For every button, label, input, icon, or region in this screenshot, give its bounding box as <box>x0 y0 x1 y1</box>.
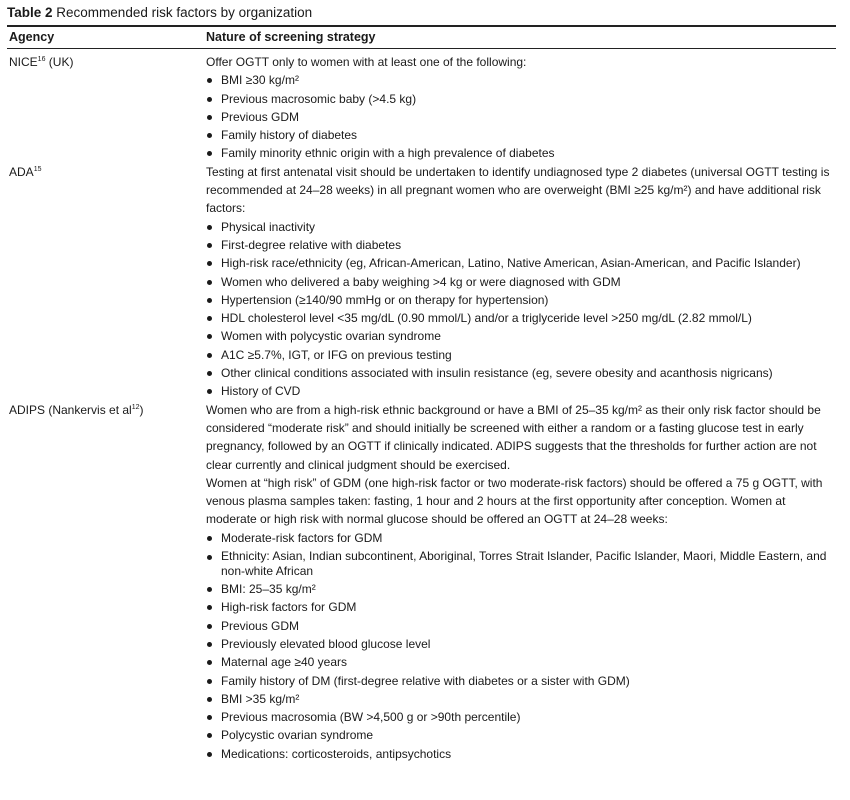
column-header-agency: Agency <box>9 30 55 44</box>
table-number: Table 2 <box>7 5 53 20</box>
screening-strategy-cell <box>206 163 831 401</box>
list-item-text: HDL cholesterol level <35 mg/dL (0.90 mmol/L) and/or a triglyceride level >250 mg/dL (2.82 mmol/L) <box>221 311 752 326</box>
agency-cell <box>9 163 41 181</box>
list-item-text: Previous GDM <box>221 618 300 633</box>
column-header-nature: Nature of screening strategy <box>206 30 376 44</box>
table-row-adips <box>0 401 850 763</box>
list-item <box>206 690 831 708</box>
list-item-text: Maternal age ≥40 years <box>221 655 347 670</box>
list-item-text: Physical inactivity <box>221 219 316 234</box>
strategy-intro: Testing at first antenatal visit should be undertaken to identify undiagnosed type 2 diabetes (universal OGTT testing is recommended at 24–28 weeks) in all pregnant women who are overweight (BMI ≥25 kg/m²) and have additional risk factors: <box>206 164 830 216</box>
list-item <box>206 672 831 690</box>
list-item-text: Medications: corticosteroids, antipsychotics <box>221 746 452 761</box>
table-row-nice <box>0 53 850 163</box>
list-item <box>206 291 831 309</box>
list-item <box>206 126 831 144</box>
bullet-icon <box>207 389 212 394</box>
list-item-text: Women who delivered a baby weighing >4 kg or were diagnosed with GDM <box>221 274 621 289</box>
list-item-text: Family minority ethnic origin with a high prevalence of diabetes <box>221 146 555 161</box>
list-item <box>206 617 831 635</box>
list-item <box>206 236 831 254</box>
list-item <box>206 653 831 671</box>
bullet-icon <box>207 261 212 266</box>
bullet-icon <box>207 733 212 738</box>
strategy-intro-secondary: Women at “high risk” of GDM (one high-risk factor or two moderate-risk factors) should be offered a 75 g OGTT, with venous plasma samples taken: fasting, 1 hour and 2 hours at the first opportunity after conception. Women at moderate or high risk with normal glucose should be offered an OGTT at 24–28 weeks: <box>206 475 823 527</box>
bullet-icon <box>207 353 212 358</box>
list-item-text: Family history of DM (first-degree relative with diabetes or a sister with GDM) <box>221 673 630 688</box>
bullet-icon <box>207 334 212 339</box>
list-item <box>206 745 831 763</box>
screening-strategy-cell <box>206 53 831 163</box>
bullet-icon <box>207 624 212 629</box>
agency-name: ADA <box>9 164 34 179</box>
list-item <box>206 309 831 327</box>
list-item-text: History of CVD <box>221 384 301 399</box>
bullet-icon <box>207 97 212 102</box>
agency-suffix: (UK) <box>45 55 74 69</box>
list-item <box>206 547 831 580</box>
list-item-text: BMI: 25–35 kg/m² <box>221 582 316 597</box>
list-item-text: Previously elevated blood glucose level <box>221 636 431 651</box>
list-item <box>206 90 831 108</box>
bullet-icon <box>207 697 212 702</box>
list-item-text: Previous macrosomia (BW >4,500 g or >90th percentile) <box>221 710 521 725</box>
bullet-icon <box>207 78 212 83</box>
table-title: Recommended risk factors by organization <box>56 5 313 20</box>
list-item-text: Women with polycystic ovarian syndrome <box>221 329 441 344</box>
bullet-icon <box>207 679 212 684</box>
bullet-icon <box>207 115 212 120</box>
list-item-text: BMI >35 kg/m² <box>221 691 300 706</box>
list-item-text: Hypertension (≥140/90 mmHg or on therapy for hypertension) <box>221 292 549 307</box>
list-item-text: Previous GDM <box>221 109 300 124</box>
bullet-icon <box>207 280 212 285</box>
list-item-text: Previous macrosomic baby (>4.5 kg) <box>221 91 417 106</box>
bullet-icon <box>207 642 212 647</box>
list-item <box>206 382 831 400</box>
list-item <box>206 144 831 162</box>
bullet-icon <box>207 715 212 720</box>
list-item-text: High-risk factors for GDM <box>221 600 357 615</box>
list-item-text: Other clinical conditions associated with insulin resistance (eg, severe obesity and acanthosis nigricans) <box>221 366 773 381</box>
reference-number: 12 <box>131 403 140 411</box>
bullet-icon <box>207 536 212 541</box>
bullet-icon <box>207 587 212 592</box>
bullet-icon <box>207 660 212 665</box>
list-item <box>206 327 831 345</box>
bullet-icon <box>207 298 212 303</box>
reference-number: 16 <box>37 56 46 63</box>
agency-name: NICE <box>9 55 38 69</box>
agency-cell <box>9 53 73 71</box>
agency-suffix: ) <box>139 402 144 417</box>
list-item <box>206 71 831 89</box>
list-item <box>206 273 831 291</box>
table-caption <box>7 4 312 22</box>
top-rule <box>7 25 836 27</box>
list-item <box>206 364 831 382</box>
bullet-icon <box>207 225 212 230</box>
bullet-icon <box>207 605 212 610</box>
strategy-intro: Women who are from a high-risk ethnic background or have a BMI of 25–35 kg/m² as their only risk factor should be considered “moderate risk” and should initially be screened with either a random or a fasting glucose test in early pregnancy, followed by an OGTT if clinically indicated. ADIPS suggests that the thresholds for further action are not clear currently and clinical judgment should be exercised. <box>206 402 821 472</box>
list-item-text: Family history of diabetes <box>221 128 358 143</box>
agency-name: ADIPS (Nankervis et al <box>9 402 132 417</box>
bullet-icon <box>207 243 212 248</box>
list-item-text: Polycystic ovarian syndrome <box>221 728 374 743</box>
bullet-icon <box>207 151 212 156</box>
list-item <box>206 254 831 272</box>
bullet-icon <box>207 752 212 757</box>
list-item <box>206 108 831 126</box>
list-item <box>206 635 831 653</box>
bullet-icon <box>207 133 212 138</box>
list-item-text: A1C ≥5.7%, IGT, or IFG on previous testing <box>221 347 452 362</box>
list-item <box>206 726 831 744</box>
list-item <box>206 598 831 616</box>
list-item <box>206 346 831 364</box>
bullet-icon <box>207 555 212 560</box>
list-item-text: Moderate-risk factors for GDM <box>221 530 383 545</box>
list-item <box>206 580 831 598</box>
list-item <box>206 529 831 547</box>
list-item <box>206 218 831 236</box>
list-item-text: High-risk race/ethnicity (eg, African-American, Latino, Native American, Asian-American, and Pacific Islander) <box>221 256 801 271</box>
list-item-text: First-degree relative with diabetes <box>221 237 402 252</box>
table-row-ada <box>0 163 850 401</box>
list-item-text: Ethnicity: Asian, Indian subcontinent, Aboriginal, Torres Strait Islander, Pacific Islander, Maori, Middle Eastern, and non-white African <box>221 549 827 579</box>
agency-cell <box>9 401 144 419</box>
bullet-icon <box>207 316 212 321</box>
table-body <box>0 53 850 763</box>
header-rule <box>7 48 836 49</box>
reference-number: 15 <box>33 165 42 173</box>
screening-strategy-cell <box>206 401 831 763</box>
list-item <box>206 708 831 726</box>
strategy-intro: Offer OGTT only to women with at least one of the following: <box>206 55 527 69</box>
list-item-text: BMI ≥30 kg/m² <box>221 73 299 88</box>
bullet-icon <box>207 371 212 376</box>
